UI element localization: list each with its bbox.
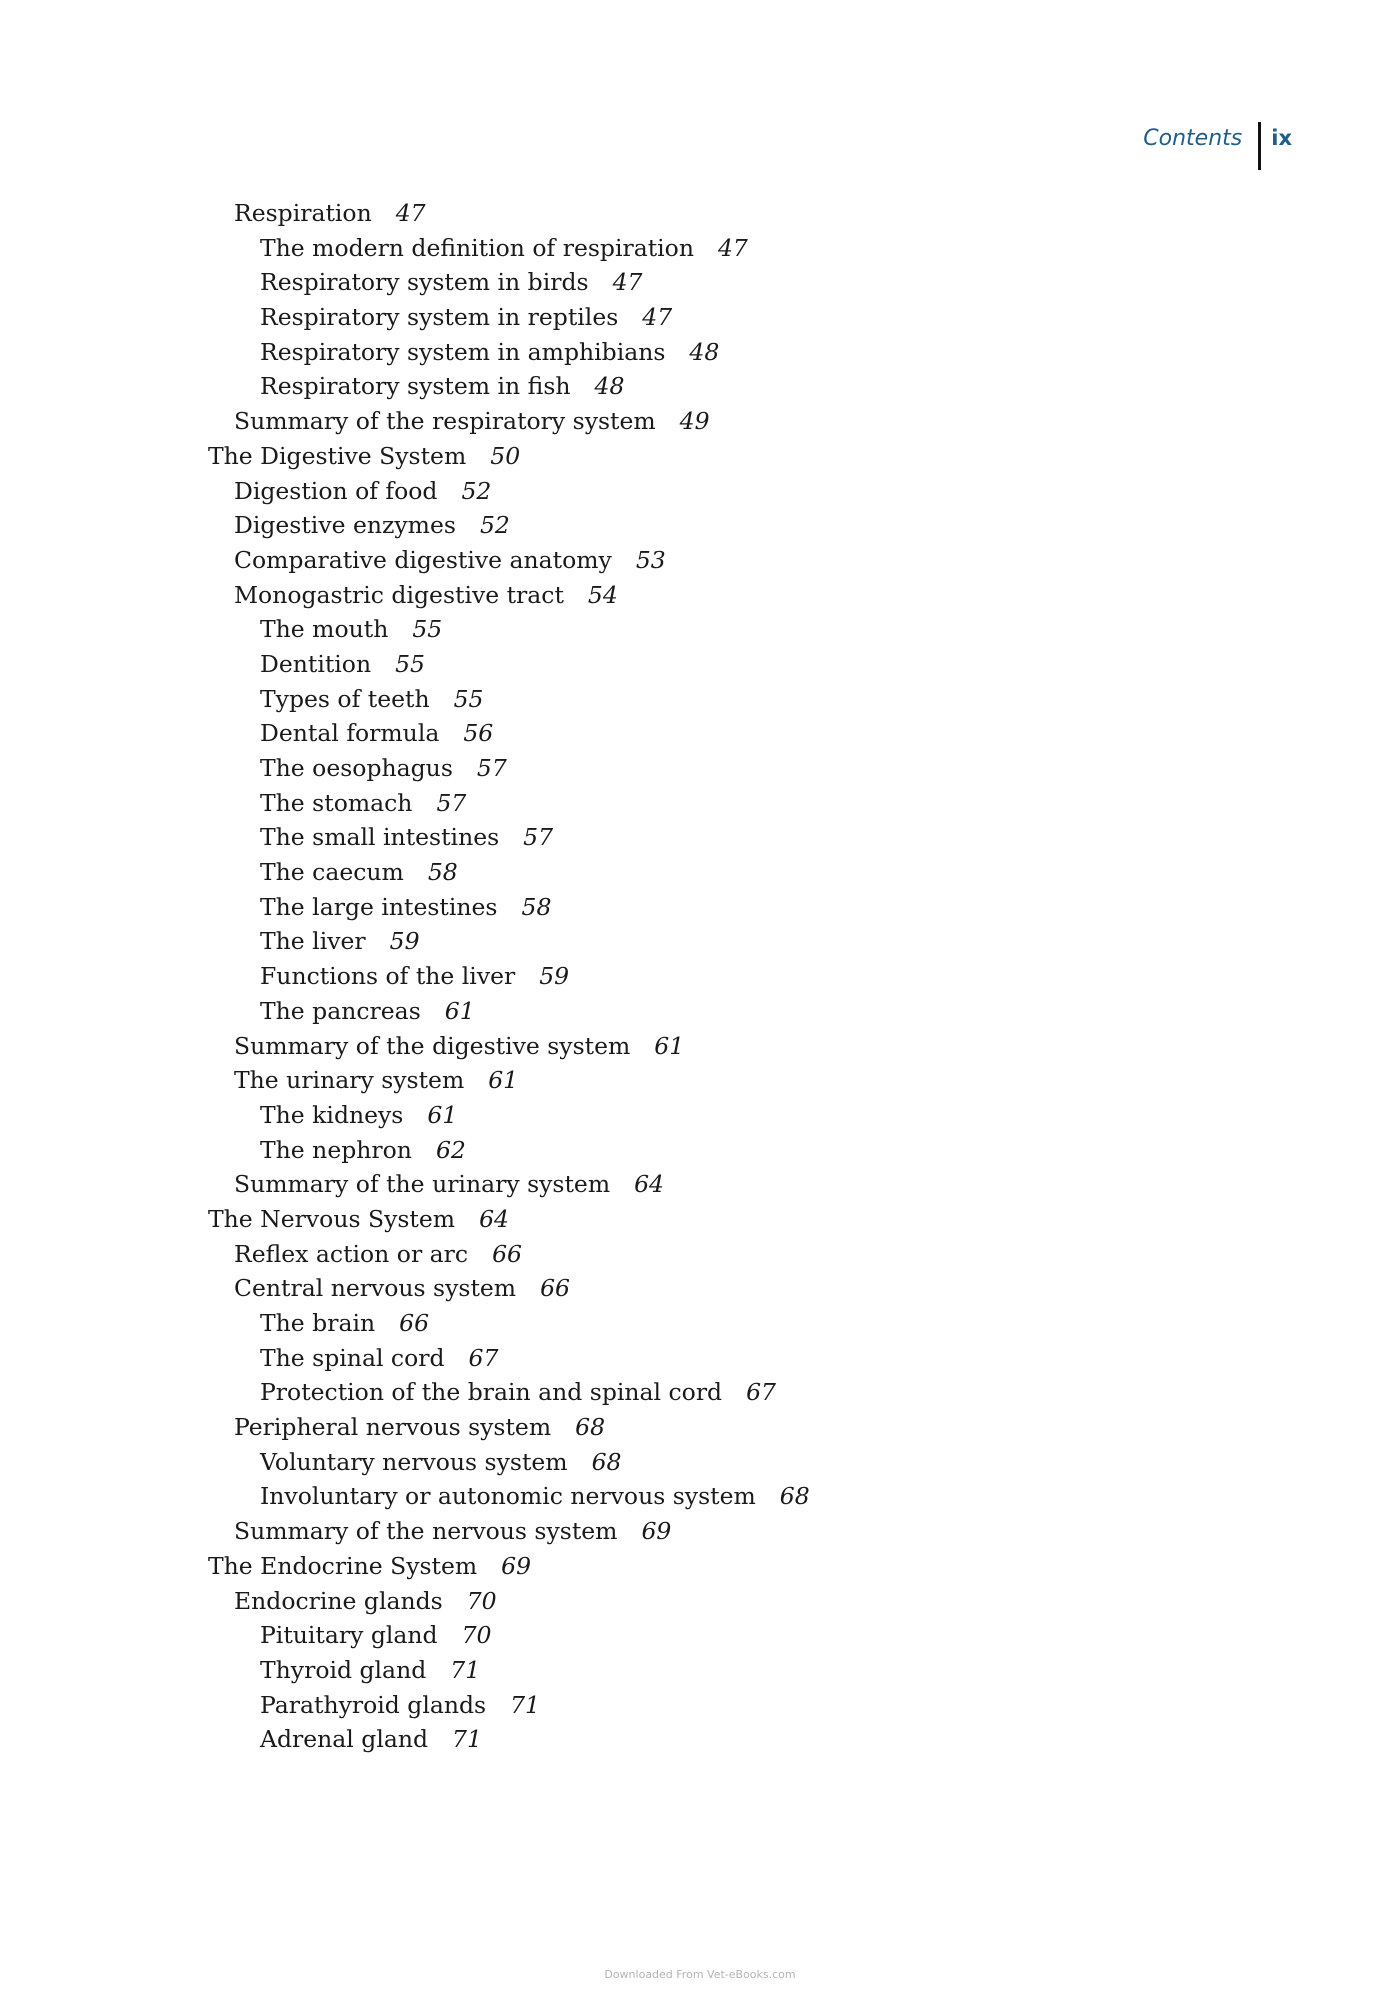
toc-entry-title: The small intestines: [260, 823, 500, 852]
toc-entry-page: 49: [679, 407, 710, 436]
toc-entry-title: The brain: [260, 1309, 376, 1337]
toc-entry-title: Comparative digestive anatomy: [234, 545, 612, 574]
toc-entry-page: 68: [575, 1413, 606, 1442]
toc-entry-page: 55: [412, 615, 443, 644]
toc-entry: [208, 612, 810, 647]
toc-entry-title: The liver: [260, 927, 366, 956]
toc-entry-title: Respiratory system in amphibians: [260, 337, 666, 366]
toc-entry-page: 66: [399, 1309, 430, 1337]
toc-entry-page: 55: [453, 684, 484, 713]
toc-entry-title: Adrenal gland: [260, 1725, 429, 1754]
toc-entry: [208, 716, 810, 751]
toc-entry-title: Respiration: [234, 199, 372, 227]
toc-entry: [208, 751, 810, 786]
toc-entry: [208, 786, 810, 821]
toc-entry: [208, 404, 810, 439]
toc-entry-title: Involuntary or autonomic nervous system: [260, 1482, 756, 1511]
toc-entry-title: The stomach: [260, 788, 413, 817]
toc-entry-page: 61: [427, 1100, 458, 1129]
toc-entry: [208, 1202, 810, 1237]
toc-entry: [208, 1063, 810, 1098]
toc-entry-title: Central nervous system: [234, 1274, 517, 1303]
toc-entry: [208, 890, 810, 925]
running-head-divider: [1258, 122, 1261, 170]
toc-entry-page: 57: [523, 823, 554, 852]
toc-entry-page: 52: [461, 476, 492, 505]
toc-entry: [208, 1410, 810, 1445]
toc-entry-page: 71: [510, 1690, 540, 1719]
toc-entry: [208, 855, 810, 890]
toc-entry-title: The Nervous System: [208, 1204, 456, 1233]
toc-entry: [208, 1271, 810, 1306]
toc-entry-page: 71: [452, 1725, 482, 1754]
running-head: [1143, 122, 1292, 172]
toc-entry: [208, 231, 810, 266]
toc-entry-title: Digestion of food: [234, 476, 438, 505]
toc-entry: [208, 335, 810, 370]
toc-entry: [208, 682, 810, 717]
toc-entry-page: 70: [461, 1621, 492, 1650]
toc-entry: [208, 474, 810, 509]
toc-entry-page: 52: [479, 511, 510, 540]
toc-entry: [208, 196, 810, 231]
toc-entry: [208, 1479, 810, 1514]
toc-entry-title: Pituitary gland: [260, 1621, 438, 1650]
toc-entry-title: Peripheral nervous system: [234, 1413, 552, 1442]
toc-entry: [208, 1098, 810, 1133]
toc-entry-page: 55: [395, 649, 425, 678]
toc-entry-page: 58: [427, 858, 458, 887]
toc-entry: [208, 543, 810, 578]
toc-entry: [208, 1237, 810, 1272]
toc-entry-title: The modern definition of respiration: [260, 233, 694, 262]
toc-entry-page: 47: [612, 268, 643, 297]
toc-entry-page: 70: [466, 1586, 497, 1615]
toc-entry-title: The kidneys: [260, 1100, 404, 1129]
toc-entry: [208, 1167, 810, 1202]
toc-entry: [208, 439, 810, 474]
toc-entry-title: Parathyroid glands: [260, 1690, 487, 1719]
toc-entry-page: 69: [641, 1517, 672, 1546]
toc-entry-page: 67: [746, 1378, 777, 1407]
toc-entry-title: The large intestines: [260, 892, 498, 921]
toc-entry-title: Voluntary nervous system: [260, 1447, 568, 1476]
toc-entry-title: Functions of the liver: [260, 962, 516, 991]
toc-entry-page: 53: [635, 545, 666, 574]
toc-entry-title: Thyroid gland: [260, 1655, 427, 1684]
toc-entry-title: Dentition: [260, 649, 372, 678]
toc-entry-page: 62: [435, 1135, 466, 1164]
running-head-label: Contents: [1143, 126, 1243, 151]
toc-entry-page: 68: [779, 1482, 810, 1511]
toc-entry-page: 48: [689, 337, 720, 366]
toc-entry: [208, 1722, 810, 1757]
toc-entry: [208, 1584, 810, 1619]
toc-entry: [208, 1375, 810, 1410]
toc-entry: [208, 1653, 810, 1688]
toc-entry-page: 61: [444, 996, 475, 1025]
toc-entry-page: 66: [540, 1274, 570, 1303]
toc-entry-title: The Digestive System: [208, 441, 467, 470]
toc-entry: [208, 369, 810, 404]
toc-entry-page: 58: [521, 892, 552, 921]
toc-entry-page: 61: [488, 1066, 519, 1095]
toc-entry: [208, 1688, 810, 1723]
page-number: ix: [1271, 126, 1292, 150]
toc-entry-page: 47: [642, 303, 673, 332]
toc-entry-title: The spinal cord: [260, 1343, 445, 1372]
toc-entry: [208, 1133, 810, 1168]
toc-entry: [208, 820, 810, 855]
toc-entry: [208, 300, 810, 335]
toc-entry-page: 47: [395, 199, 426, 227]
toc-entry-title: Dental formula: [260, 719, 440, 748]
toc-entry-title: Respiratory system in birds: [260, 268, 589, 297]
toc-entry: [208, 1029, 810, 1064]
toc-entry-page: 54: [587, 580, 618, 609]
toc-entry-page: 69: [501, 1551, 532, 1580]
toc-entry: [208, 1514, 810, 1549]
toc-entry: [208, 647, 810, 682]
toc-entry-page: 57: [476, 754, 507, 782]
toc-entry-title: The pancreas: [260, 996, 421, 1025]
footer-watermark: Downloaded From Vet-eBooks.com: [604, 1968, 796, 1981]
toc-entry-page: 68: [591, 1447, 622, 1476]
toc-entry-page: 59: [389, 927, 420, 956]
toc-entry-title: The nephron: [260, 1135, 412, 1164]
toc-entry: [208, 1306, 810, 1341]
toc-entry: [208, 1549, 810, 1584]
toc-entry-page: 59: [539, 962, 570, 991]
toc-entry: [208, 1341, 810, 1376]
toc-entry-page: 64: [479, 1204, 509, 1233]
toc-entry: [208, 508, 810, 543]
toc-entry-title: Summary of the digestive system: [234, 1031, 631, 1060]
toc-entry: [208, 959, 810, 994]
toc-entry-page: 47: [717, 233, 748, 262]
toc-entry-title: Respiratory system in reptiles: [260, 303, 619, 332]
toc-entry-title: Types of teeth: [260, 684, 430, 713]
toc-entry-title: Protection of the brain and spinal cord: [260, 1378, 723, 1407]
toc-entry: [208, 994, 810, 1029]
toc-entry-title: Summary of the respiratory system: [234, 407, 656, 436]
toc-entry-title: Digestive enzymes: [234, 511, 456, 540]
toc-entry-title: Respiratory system in fish: [260, 372, 571, 401]
toc-entry-page: 57: [436, 788, 467, 817]
table-of-contents: [208, 196, 810, 1757]
toc-entry-title: Summary of the urinary system: [234, 1170, 611, 1199]
toc-entry-title: The Endocrine System: [208, 1551, 478, 1580]
toc-entry-page: 48: [594, 372, 625, 401]
toc-entry-title: Monogastric digestive tract: [234, 580, 564, 609]
toc-entry-title: The oesophagus: [260, 754, 453, 782]
toc-entry-title: Summary of the nervous system: [234, 1517, 618, 1546]
toc-entry-page: 61: [654, 1031, 685, 1060]
toc-entry: [208, 924, 810, 959]
toc-entry-title: Endocrine glands: [234, 1586, 443, 1615]
toc-entry-page: 67: [468, 1343, 499, 1372]
toc-entry-page: 56: [463, 719, 494, 748]
toc-entry: [208, 265, 810, 300]
toc-entry-title: Reflex action or arc: [234, 1239, 469, 1268]
toc-entry-title: The urinary system: [234, 1066, 465, 1095]
toc-entry: [208, 1445, 810, 1480]
toc-entry-page: 66: [492, 1239, 522, 1268]
toc-entry-page: 50: [490, 441, 521, 470]
toc-entry-page: 71: [450, 1655, 481, 1684]
toc-entry-page: 64: [634, 1170, 665, 1199]
toc-entry-title: The mouth: [260, 615, 389, 644]
toc-entry: [208, 578, 810, 613]
toc-entry: [208, 1618, 810, 1653]
toc-entry-title: The caecum: [260, 858, 404, 887]
